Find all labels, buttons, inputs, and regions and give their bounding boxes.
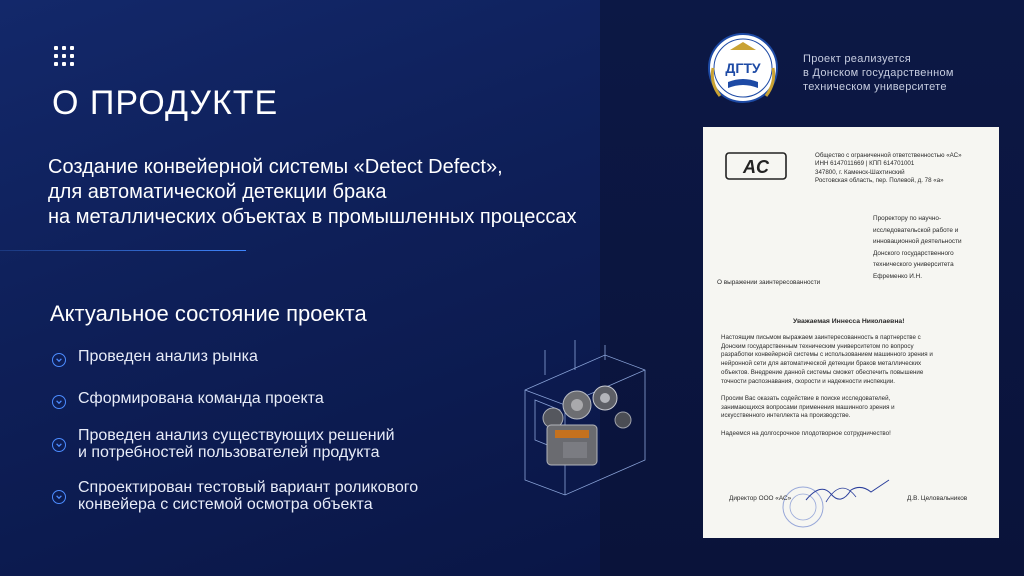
product-description-line: для автоматической детекции брака — [48, 181, 387, 203]
letter-body-line: искусственного интеллекта на производстве. — [721, 412, 851, 420]
letter-body-line: точности распознавания, скорости и надежности инспекции. — [721, 377, 896, 385]
letter-of-interest — [703, 127, 999, 538]
list-item-text: и потребностей пользователей продукта — [78, 444, 380, 461]
check-circle-icon — [52, 438, 66, 452]
signatory-title: Директор ООО «АС» — [729, 495, 792, 502]
letter-body — [721, 334, 933, 438]
letter-body-line: занимающихся вопросами применения машинного зрения и — [721, 403, 895, 411]
company-logo-text: AC — [743, 157, 769, 177]
letter-body-line: Донским государственным техническим университетом по вопросу — [721, 342, 914, 350]
divider-line — [0, 250, 246, 251]
letter-subject: О выражении заинтересованности — [717, 279, 821, 286]
recipient-line: технического университета — [873, 261, 954, 268]
recipient-line: Ефременко И.Н. — [873, 272, 923, 280]
product-description — [48, 155, 648, 230]
list-item — [52, 348, 258, 367]
recipient-line: инновационной деятельности — [873, 238, 962, 245]
status-heading: Актуальное состояние проекта — [50, 301, 367, 326]
letter-greeting: Уважаемая Иннесса Николаевна! — [793, 318, 905, 325]
list-item-text: Спроектирован тестовый вариант роликового — [78, 479, 419, 496]
list-item — [52, 427, 395, 461]
signatory-name: Д.В. Целовальников — [907, 495, 968, 502]
company-details-line: 347800, г. Каменск-Шахтинский — [815, 168, 905, 176]
company-logo — [725, 152, 787, 180]
recipient-line: Донского государственного — [873, 249, 954, 257]
list-item — [52, 390, 324, 409]
company-details-line: Ростовская область, пер. Полевой, д. 78 «а» — [815, 177, 944, 185]
letter-body-line: Просим Вас оказать содействие в поиске исследователей, — [721, 394, 891, 402]
company-details-line: ИНН 6147011669 | КПП 614701001 — [815, 160, 915, 168]
university-logo-text: ДГТУ — [725, 60, 761, 76]
letter-body-line: Надеемся на долгосрочное плодотворное сотрудничество! — [721, 429, 891, 437]
company-details-line: Общество с ограниченной ответственностью «АС» — [815, 152, 962, 159]
recipient-line: исследовательской работе и — [873, 226, 959, 234]
recipient-line: Проректору по научно- — [873, 215, 942, 222]
university-logo — [700, 28, 786, 114]
list-item-text: конвейера с системой осмотра объекта — [78, 496, 373, 513]
letter-body-line — [721, 386, 933, 395]
university-caption-line: техническом университете — [803, 81, 947, 93]
university-caption — [803, 52, 954, 94]
list-item-text: Проведен анализ существующих решений — [78, 427, 395, 444]
letter-recipient — [873, 213, 962, 282]
letter-body-line: объектов. Внедрение данной системы сможет обеспечить повышение — [721, 368, 924, 376]
page-title: О ПРОДУКТЕ — [52, 84, 279, 122]
list-item-text: Проведен анализ рынка — [78, 348, 258, 365]
list-item-text: Сформирована команда проекта — [78, 390, 324, 407]
check-circle-icon — [52, 395, 66, 409]
product-description-line: на металлических объектах в промышленных процессах — [48, 206, 577, 228]
university-caption-line: в Донском государственном — [803, 67, 954, 79]
product-description-line: Создание конвейерной системы «Detect Defect», — [48, 156, 503, 178]
letter-body-line: нейронной сети для автоматической детекции браков металлических — [721, 360, 922, 368]
company-details — [815, 152, 962, 186]
conveyor-machine-illustration — [505, 330, 655, 500]
check-circle-icon — [52, 353, 66, 367]
letter-body-line: Настоящим письмом выражаем заинтересованность в партнерстве с — [721, 334, 921, 341]
university-caption-line: Проект реализуется — [803, 53, 912, 65]
letter-body-line: разработки конвейерной системы с использованием машинного зрения и — [721, 351, 933, 359]
director-signature — [801, 472, 891, 512]
letter-body-line — [721, 421, 933, 430]
list-item — [52, 479, 418, 513]
grid-dots-icon — [54, 46, 74, 66]
check-circle-icon — [52, 490, 66, 504]
